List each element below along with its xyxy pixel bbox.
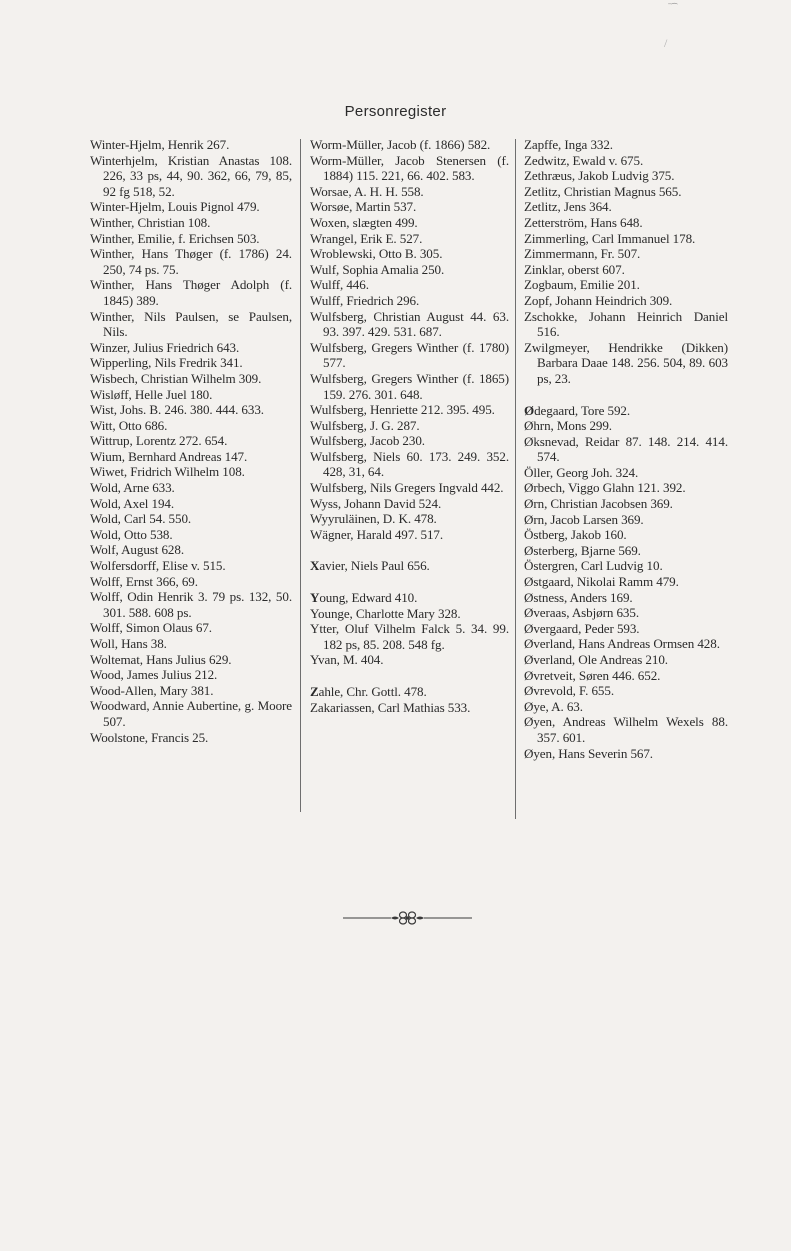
index-entry: Øksnevad, Reidar 87. 148. 214. 414. 574. (524, 433, 728, 465)
index-entry: Ytter, Oluf Vilhelm Falck 5. 34. 99. 182 ps, 85. 208. 548 fg. (310, 621, 509, 652)
group-initial: X (310, 558, 320, 574)
index-entry: Wisløff, Helle Juel 180. (90, 386, 213, 402)
index-entry: Wisbech, Christian Wilhelm 309. (90, 370, 262, 386)
index-entry: Wiwet, Fridrich Wilhelm 108. (90, 464, 245, 480)
letter-group-gap (524, 387, 728, 403)
index-entry: Wulfsberg, Gregers Winther (f. 1780) 577. (310, 339, 509, 371)
index-entry: Wulf, Sophia Amalia 250. (310, 261, 445, 277)
index-entry: Zschokke, Johann Heinrich Daniel 516. (524, 308, 728, 340)
index-entry: Wulfsberg, Henriette 212. 395. 495. (310, 402, 495, 418)
index-entry: Woltemat, Hans Julius 629. (90, 651, 232, 667)
index-entry: Xavier, Niels Paul 656. (310, 558, 430, 574)
index-entry: Ørbech, Viggo Glahn 121. 392. (524, 480, 686, 496)
index-entry: Ødegaard, Tore 592. (524, 402, 631, 418)
index-entry: Zwilgmeyer, Hendrikke (Dikken) Barbara Daae 148. 256. 504, 89. 603 ps, 23. (524, 339, 728, 386)
index-entry: Zetlitz, Jens 364. (524, 199, 612, 215)
index-entry: Zopf, Johann Heindrich 309. (524, 292, 673, 308)
index-entry: Wolff, Ernst 366, 69. (90, 573, 198, 589)
column-divider-2 (515, 139, 516, 819)
index-entry: Worm-Müller, Jacob Stenersen (f. 1884) 115. 221, 66. 402. 583. (310, 152, 509, 184)
letter-group-gap (310, 574, 509, 590)
index-entry: Zimmerling, Carl Immanuel 178. (524, 230, 696, 246)
index-entry: Winter-Hjelm, Louis Pignol 479. (90, 199, 260, 215)
index-entry: Woll, Hans 38. (90, 636, 167, 651)
index-entry: Zahle, Chr. Gottl. 478. (310, 684, 427, 699)
index-entry: Yvan, M. 404. (310, 652, 384, 668)
index-entry: Østgaard, Nikolai Ramm 479. (524, 574, 679, 590)
index-entry: Wulfsberg, Jacob 230. (310, 433, 425, 449)
index-entry: Øyen, Hans Severin 567. (524, 745, 653, 761)
index-entry: Wulff, 446. (310, 277, 369, 293)
index-entry: Younge, Charlotte Mary 328. (310, 605, 461, 621)
index-entry: Zapffe, Inga 332. (524, 137, 613, 152)
index-entry: Wolff, Simon Olaus 67. (90, 620, 212, 636)
index-entry: Woxen, slægten 499. (310, 214, 418, 230)
index-column-3 (524, 137, 728, 761)
index-entry: Wulfsberg, J. G. 287. (310, 417, 420, 433)
end-ornament (343, 907, 472, 929)
index-entry: Worsae, A. H. H. 558. (310, 183, 424, 199)
index-entry: Øverland, Hans Andreas Ormsen 428. (524, 636, 720, 652)
index-entry: Winther, Hans Thøger Adolph (f. 1845) 389. (90, 277, 292, 308)
index-entry: Zetlitz, Christian Magnus 565. (524, 183, 682, 199)
index-entry: Øvrevold, F. 655. (524, 683, 614, 699)
index-entry: Østness, Anders 169. (524, 589, 633, 605)
corner-pencil-mark: / (664, 36, 668, 50)
index-entry: Wolfersdorff, Elise v. 515. (90, 558, 226, 574)
index-entry: Zinklar, oberst 607. (524, 261, 625, 277)
group-initial: Ø (524, 402, 535, 418)
index-entry: Winther, Nils Paulsen, se Paulsen, Nils. (90, 308, 292, 340)
index-entry: Wulfsberg, Christian August 44. 63. 93. 397. 429. 531. 687. (310, 308, 509, 340)
index-entry: Wulfsberg, Nils Gregers Ingvald 442. (310, 480, 504, 496)
index-entry: Öller, Georg Joh. 324. (524, 464, 639, 480)
index-entry: Wyyruläinen, D. K. 478. (310, 511, 437, 527)
index-entry: Øvretveit, Søren 446. 652. (524, 667, 661, 683)
index-entry: Östergren, Carl Ludvig 10. (524, 558, 663, 574)
index-entry: Wyss, Johann David 524. (310, 495, 442, 511)
corner-ink-mark: ˉ͡ (668, 2, 672, 13)
index-column-1 (90, 137, 292, 745)
index-column-2 (310, 137, 509, 715)
index-entry: Østerberg, Bjarne 569. (524, 542, 641, 558)
index-entry: Øhrn, Mons 299. (524, 418, 612, 434)
column-divider-1 (300, 139, 301, 812)
index-entry: Winther, Emilie, f. Erichsen 503. (90, 230, 260, 246)
index-entry: Woodward, Annie Aubertine, g. Moore 507. (90, 698, 292, 729)
index-entry: Wipperling, Nils Fredrik 341. (90, 355, 243, 371)
page-title: Personregister (344, 103, 447, 120)
index-entry: Wold, Carl 54. 550. (90, 511, 192, 527)
index-entry: Winzer, Julius Friedrich 643. (90, 339, 240, 355)
index-entry: Winther, Christian 108. (90, 214, 211, 230)
index-entry: Wroblewski, Otto B. 305. (310, 246, 443, 262)
index-entry: Zedwitz, Ewald v. 675. (524, 152, 644, 168)
index-entry: Winter-Hjelm, Henrik 267. (90, 137, 230, 152)
index-entry: Wittrup, Lorentz 272. 654. (90, 433, 228, 449)
index-entry: Øye, A. 63. (524, 698, 583, 714)
index-entry: Wägner, Harald 497. 517. (310, 526, 444, 542)
index-entry: Wold, Arne 633. (90, 480, 175, 496)
index-entry: Ørn, Jacob Larsen 369. (524, 511, 644, 527)
index-entry: Östberg, Jakob 160. (524, 527, 627, 543)
index-entry: Wold, Otto 538. (90, 526, 173, 542)
index-entry: Wood, James Julius 212. (90, 667, 218, 683)
index-entry: Wist, Johs. B. 246. 380. 444. 633. (90, 402, 264, 418)
index-entry: Zimmermann, Fr. 507. (524, 246, 641, 262)
index-entry: Zethræus, Jakob Ludvig 375. (524, 168, 675, 184)
index-entry: Wolf, August 628. (90, 542, 184, 558)
index-entry: Worm-Müller, Jacob (f. 1866) 582. (310, 137, 491, 152)
index-entry: Wulfsberg, Niels 60. 173. 249. 352. 428, 31, 64. (310, 448, 509, 480)
index-entry: Øverland, Ole Andreas 210. (524, 652, 668, 667)
index-entry: Winterhjelm, Kristian Anastas 108. 226, 33 ps, 44, 90. 362, 66, 79, 85, 92 fg 518, 52. (90, 152, 292, 199)
index-entry: Wulff, Friedrich 296. (310, 292, 420, 308)
index-entry: Witt, Otto 686. (90, 417, 168, 433)
group-initial: Y (310, 590, 320, 606)
index-entry: Wolff, Odin Henrik 3. 79 ps. 132, 50. 301. 588. 608 ps. (90, 589, 292, 620)
index-entry: Wood-Allen, Mary 381. (90, 682, 214, 698)
index-entry: Ørn, Christian Jacobsen 369. (524, 496, 673, 512)
index-entry: Young, Edward 410. (310, 590, 418, 606)
index-entry: Worsøe, Martin 537. (310, 199, 417, 215)
index-entry: Zetterström, Hans 648. (524, 214, 643, 230)
index-entry: Zogbaum, Emilie 201. (524, 277, 640, 293)
index-entry: Wrangel, Erik E. 527. (310, 230, 423, 246)
group-initial: Z (310, 684, 319, 699)
index-entry: Winther, Hans Thøger (f. 1786) 24. 250, 74 ps. 75. (90, 246, 292, 277)
index-entry: Woolstone, Francis 25. (90, 729, 209, 745)
index-entry: Zakariassen, Carl Mathias 533. (310, 699, 471, 715)
index-entry: Wulfsberg, Gregers Winther (f. 1865) 159. 276. 301. 648. (310, 370, 509, 402)
index-entry: Øyen, Andreas Wilhelm Wexels 88. 357. 601. (524, 714, 728, 745)
letter-group-gap (310, 668, 509, 684)
index-entry: Wium, Bernhard Andreas 147. (90, 448, 248, 464)
index-entry: Øveraas, Asbjørn 635. (524, 605, 639, 621)
index-entry: Øvergaard, Peder 593. (524, 620, 640, 636)
letter-group-gap (310, 542, 509, 558)
index-entry: Wold, Axel 194. (90, 495, 175, 511)
